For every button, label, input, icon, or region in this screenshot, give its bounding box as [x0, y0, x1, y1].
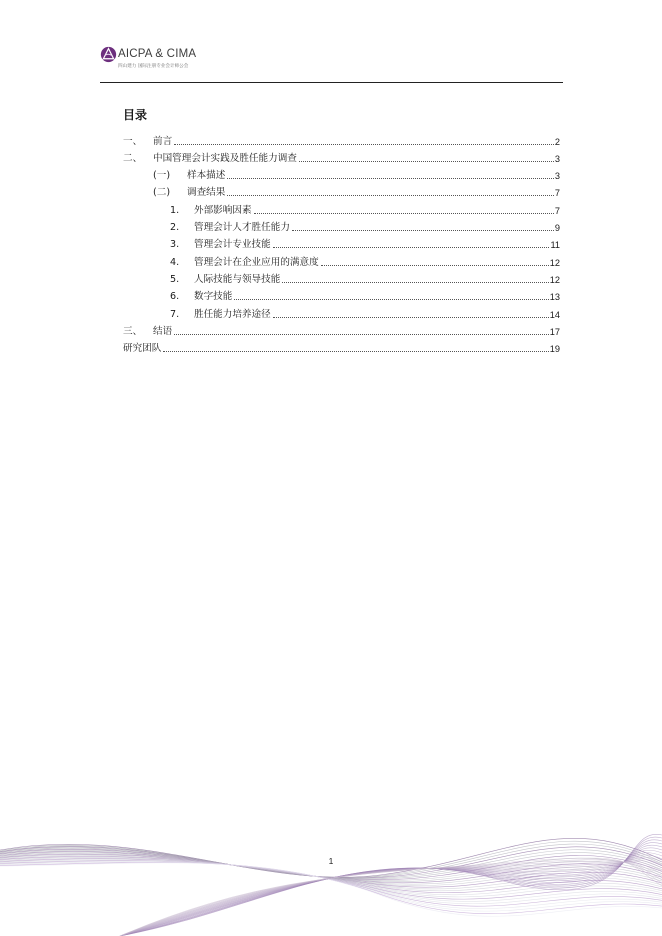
toc-entry-page: 14 — [549, 310, 560, 320]
toc-entry-page: 12 — [549, 258, 560, 268]
toc-entry-page: 7 — [554, 188, 560, 198]
toc-leader-dots — [227, 177, 554, 179]
toc-leader-dots — [273, 316, 549, 318]
toc-entry-page: 3 — [554, 154, 560, 164]
toc-entry-page: 3 — [554, 171, 560, 181]
toc-entry-research-team[interactable] — [123, 339, 560, 355]
toc-entry-survey[interactable] — [123, 149, 560, 165]
toc-entry-satisfaction[interactable] — [170, 253, 560, 269]
toc-entry-number: 三、 — [123, 326, 143, 337]
toc-entry-training-paths[interactable] — [170, 305, 560, 321]
toc-entry-label: 管理会计在企业应用的满意度 — [194, 257, 319, 268]
toc-entry-number: 6. — [170, 291, 180, 302]
logo-text: AICPA & CIMA — [118, 48, 197, 60]
toc-entry-page: 11 — [550, 240, 560, 250]
toc-entry-conclusion[interactable] — [123, 322, 560, 338]
toc-leader-dots — [282, 281, 548, 283]
toc-leader-dots — [174, 143, 554, 145]
toc-entry-label: 调查结果 — [187, 187, 226, 198]
toc-entry-page: 13 — [549, 292, 560, 302]
aicpa-cima-logo — [100, 46, 220, 72]
logo-subtitle: 四山建力 国际注册专业会计师公会 — [118, 64, 189, 69]
toc-entry-number: 2. — [170, 222, 180, 233]
toc-leader-dots — [321, 264, 549, 266]
toc-leader-dots — [299, 160, 554, 162]
toc-entry-number: 二、 — [123, 153, 143, 164]
toc-entry-talent-competency[interactable] — [170, 218, 560, 234]
toc-leader-dots — [254, 212, 554, 214]
toc-entry-label: 中国管理会计实践及胜任能力调查 — [153, 153, 297, 164]
toc-leader-dots — [273, 246, 550, 248]
header-divider — [100, 82, 563, 83]
toc-entry-foreword[interactable] — [123, 132, 560, 148]
toc-entry-results[interactable] — [153, 183, 560, 199]
toc-title: 目录 — [123, 108, 148, 122]
toc-entry-label: 前言 — [153, 136, 173, 147]
toc-entry-page: 19 — [549, 344, 560, 354]
toc-entry-external-factors[interactable] — [170, 201, 560, 217]
toc-entry-label: 数字技能 — [194, 291, 233, 302]
decorative-waves-icon — [0, 820, 662, 936]
toc-entry-sample[interactable] — [153, 166, 560, 182]
toc-entry-number: 1. — [170, 205, 180, 216]
toc-entry-page: 9 — [554, 223, 560, 233]
toc-entry-page: 7 — [554, 206, 560, 216]
toc-entry-label: 外部影响因素 — [194, 205, 252, 216]
toc-entry-label: 管理会计人才胜任能力 — [194, 222, 290, 233]
toc-entry-label: 样本描述 — [187, 170, 226, 181]
toc-entry-number: (一) — [153, 170, 171, 181]
toc-leader-dots — [234, 298, 548, 300]
toc-leader-dots — [163, 350, 548, 352]
toc-entry-page: 17 — [549, 327, 560, 337]
toc-entry-number: 3. — [170, 239, 180, 250]
logo-mark-icon — [100, 46, 117, 63]
toc-entry-label: 管理会计专业技能 — [194, 239, 271, 250]
toc-entry-number: 5. — [170, 274, 180, 285]
toc-entry-number: 4. — [170, 257, 180, 268]
toc-entry-number: (二) — [153, 187, 171, 198]
toc-entry-label: 人际技能与领导技能 — [194, 274, 281, 285]
toc-leader-dots — [227, 194, 554, 196]
toc-entry-label: 胜任能力培养途径 — [194, 309, 271, 320]
toc-entry-page: 2 — [554, 137, 560, 147]
toc-leader-dots — [174, 333, 549, 335]
toc-entry-number: 一、 — [123, 136, 143, 147]
toc-entry-professional-skills[interactable] — [170, 235, 560, 251]
page-number: 1 — [328, 856, 334, 866]
toc-entry-label: 研究团队 — [123, 343, 162, 354]
toc-entry-digital-skills[interactable] — [170, 287, 560, 303]
toc-leader-dots — [292, 229, 554, 231]
toc-entry-interpersonal-skills[interactable] — [170, 270, 560, 286]
toc-entry-number: 7. — [170, 309, 180, 320]
toc-entry-page: 12 — [549, 275, 560, 285]
toc-entry-label: 结语 — [153, 326, 173, 337]
